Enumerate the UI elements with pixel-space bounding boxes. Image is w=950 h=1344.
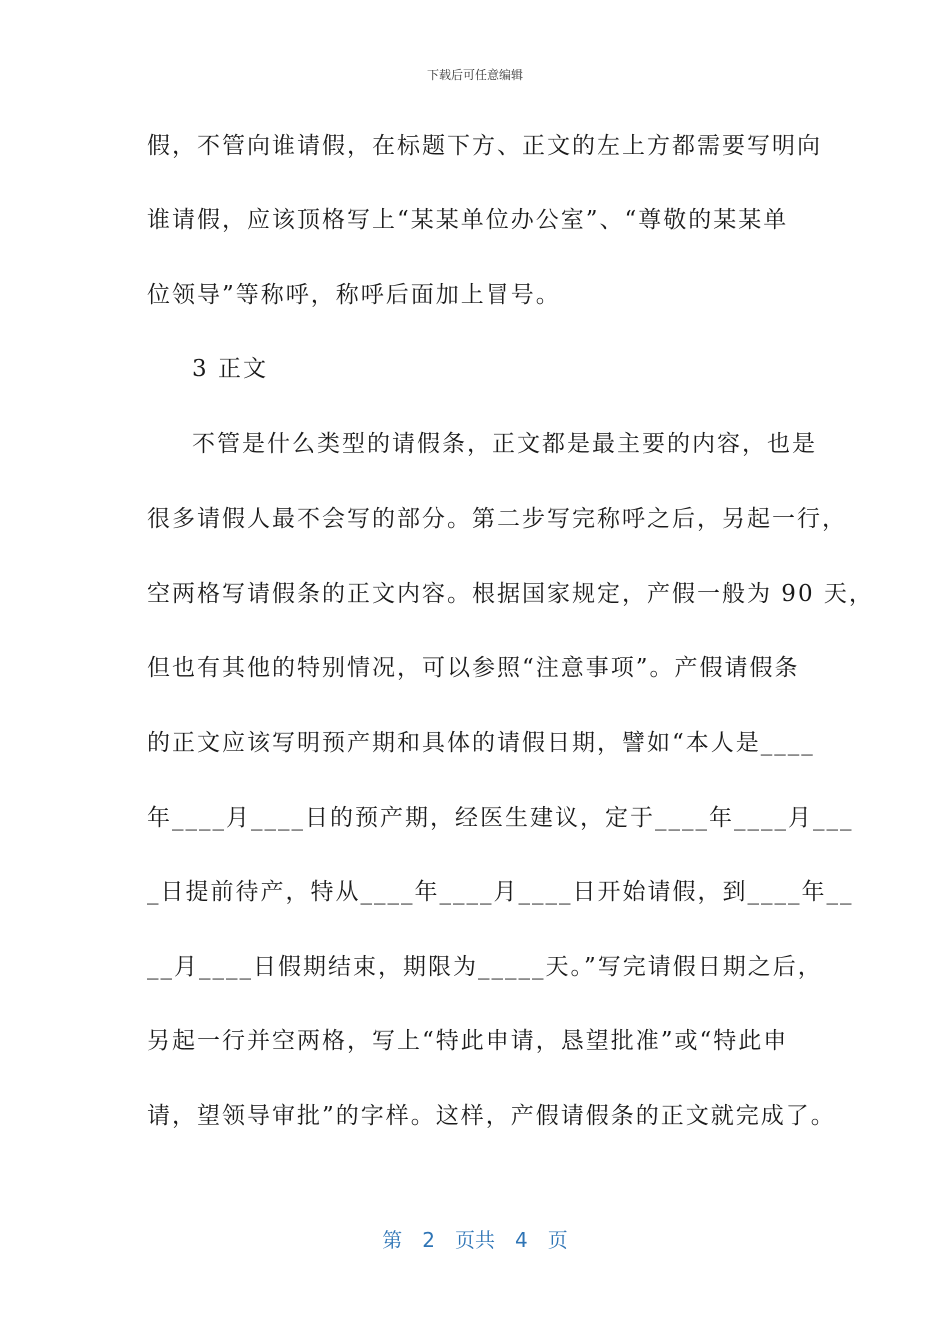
body-line: _日提前待产，特从____年____月____日开始请假，到____年__ — [147, 879, 854, 905]
body-line: 另起一行并空两格，写上“特此申请，恳望批准”或“特此申 — [147, 1028, 789, 1054]
body-line: __月____日假期结束，期限为_____天。”写完请假日期之后， — [147, 954, 823, 980]
header-note: 下载后可任意编辑 — [426, 68, 523, 82]
body-line: 很多请假人最不会写的部分。第二步写完称呼之后，另起一行， — [147, 506, 847, 532]
body-line: 请，望领导审批”的字样。这样，产假请假条的正文就完成了。 — [147, 1103, 836, 1129]
body-line: 位领导”等称呼，称呼后面加上冒号。 — [147, 282, 561, 308]
body-line: 的正文应该写明预产期和具体的请假日期，譬如“本人是____ — [147, 730, 815, 756]
body-line: 空两格写请假条的正文内容。根据国家规定，产假一般为 90 天， — [147, 581, 874, 607]
footer-ye-gong: 页共 — [455, 1228, 495, 1252]
page-footer — [0, 1224, 950, 1253]
body-line: 年____月____日的预产期，经医生建议，定于____年____月___ — [147, 805, 854, 831]
body-line: 不管是什么类型的请假条，正文都是最主要的内容，也是 — [192, 431, 817, 457]
body-line: 但也有其他的特别情况，可以参照“注意事项”。产假请假条 — [147, 655, 800, 681]
footer-di: 第 — [382, 1228, 403, 1252]
total-page-number: 4 — [515, 1228, 528, 1252]
body-line: 假，不管向谁请假，在标题下方、正文的左上方都需要写明向 — [147, 133, 822, 159]
body-line: 谁请假，应该顶格写上“某某单位办公室”、“尊敬的某某单 — [147, 207, 789, 233]
current-page-number: 2 — [422, 1228, 435, 1252]
section-heading: 3 正文 — [192, 356, 268, 382]
footer-ye: 页 — [547, 1228, 568, 1252]
